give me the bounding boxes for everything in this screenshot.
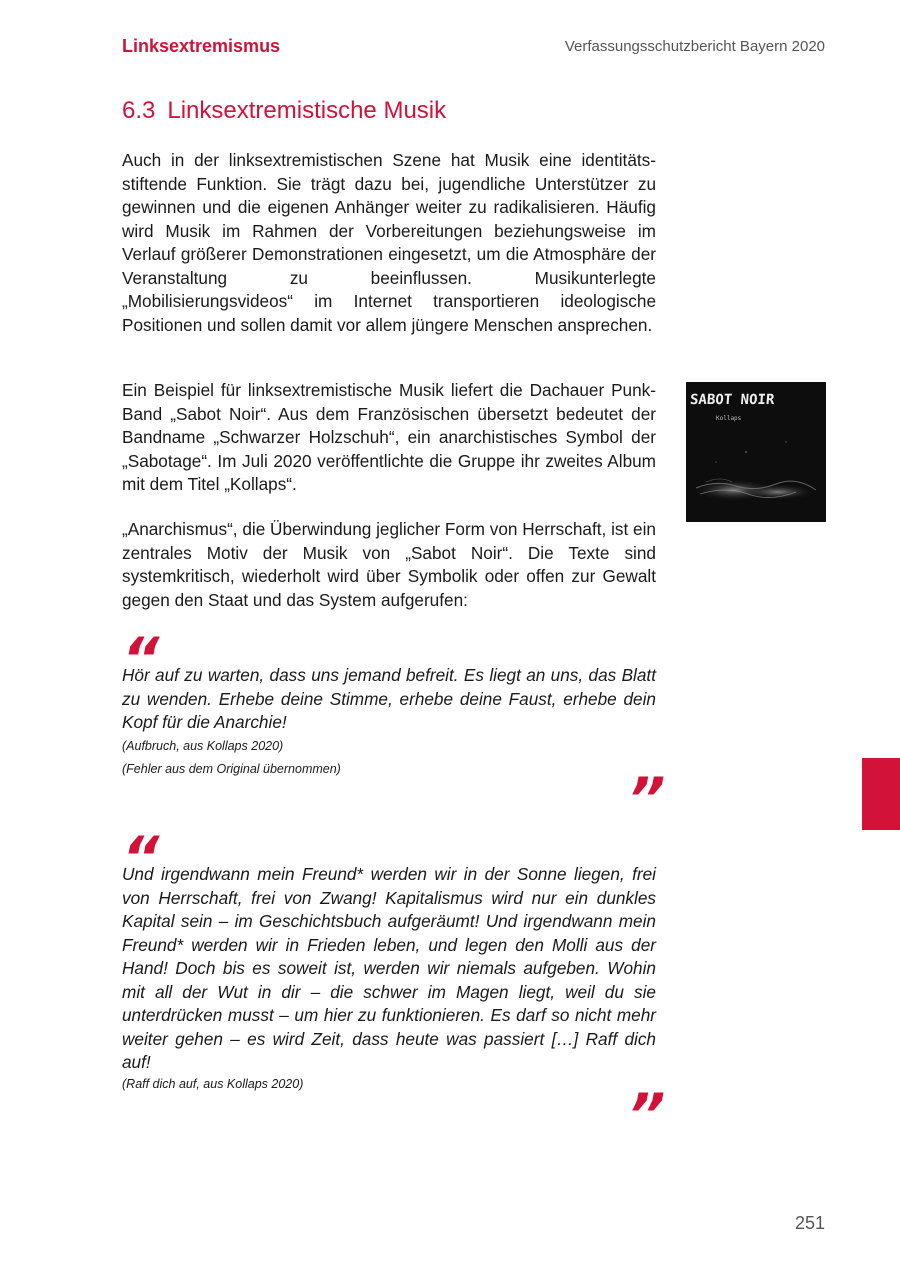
chapter-title: [122, 97, 446, 125]
album-cover-image: [686, 382, 826, 522]
quote-note: (Fehler aus dem Original übernommen): [122, 762, 341, 776]
chapter-number: 6.3: [122, 97, 156, 124]
body-paragraph: Auch in der linksextremistischen Szene hat Musik eine identitätsstiftende Funktion. Sie trägt dazu bei, jugendliche Unterstützer zu gewinnen und die eigenen Anhänger weiter zu radikalisieren. Häufig wird Musik im Rahmen der Vorbereitungen beziehungsweise im Verlauf größerer Demonstrationen eingesetzt, um die Atmosphäre der Veranstaltung zu beeinflussen. Musikunterlegte „Mobilisierungsvideos“ im Internet transportieren ideologische Positionen und sollen damit vor allem jüngere Menschen ansprechen.: [122, 150, 656, 335]
chapter-side-tab: [862, 758, 900, 830]
closing-quote-mark-icon: ”: [628, 765, 666, 833]
lyrics-quote: Und irgendwann mein Freund* werden wir in der Sonne liegen, frei von Herrschaft, frei von Zwang! Kapitalismus wird nur ein dunkles Kapital sein – im Geschichtsbuch aufgeräumt! Und irgendwann mein Freund* werden wir in Frieden leben, und legen den Molli aus der Hand! Doch bis es soweit ist, werden wir niemals aufgeben. Wohin mit all der Wut in dir – die schwer im Magen liegt, weil du sie unterdrücken musst – um hier zu funktionieren. Es darf so nicht mehr weiter gehen – es wird Zeit, dass heute was passiert […] Raff dich auf!: [122, 864, 656, 1072]
opening-quote-mark-icon: “: [122, 824, 160, 892]
opening-quote-mark-icon: “: [122, 625, 160, 693]
chapter-title-text: Linksextremistische Musik: [167, 97, 447, 124]
body-paragraph: Ein Beispiel für linksextremistische Musik liefert die Dachauer Punk-Band „Sabot Noir“. Aus dem Französischen übersetzt bedeutet der Bandname „Schwarzer Holzschuh“, ein anarchistisches Symbol der „Sabotage“. Im Juli 2020 veröffentlichte die Gruppe ihr zweites Album mit dem Titel „Kollaps“.: [122, 380, 656, 494]
quote-source: (Raff dich auf, aus Kollaps 2020): [122, 1077, 304, 1091]
quote-source: (Aufbruch, aus Kollaps 2020): [122, 739, 284, 753]
album-cover-album-title: Kollaps: [716, 415, 742, 422]
lyrics-quote: Hör auf zu warten, dass uns jemand befreit. Es liegt an uns, das Blatt zu wenden. Erhebe deine Stimme, erhebe deine Faust, erhebe dein Kopf für die Anarchie!: [122, 665, 656, 732]
album-cover-band-name: SABOT NOIR: [689, 392, 775, 408]
running-header-report-title: Verfassungsschutzbericht Bayern 2020: [564, 38, 825, 55]
running-header-section: Linksextremismus: [122, 36, 281, 56]
body-paragraph: „Anarchismus“, die Überwindung jeglicher Form von Herrschaft, ist ein zentrales Motiv der Musik von „Sabot Noir“. Die Texte sind systemkritisch, wiederholt wird über Symbolik oder offen zur Gewalt gegen den Staat und das System aufgerufen:: [122, 519, 656, 610]
closing-quote-mark-icon: ”: [628, 1081, 666, 1149]
album-cover-artwork: [686, 382, 826, 522]
page-number: 251: [794, 1213, 825, 1233]
